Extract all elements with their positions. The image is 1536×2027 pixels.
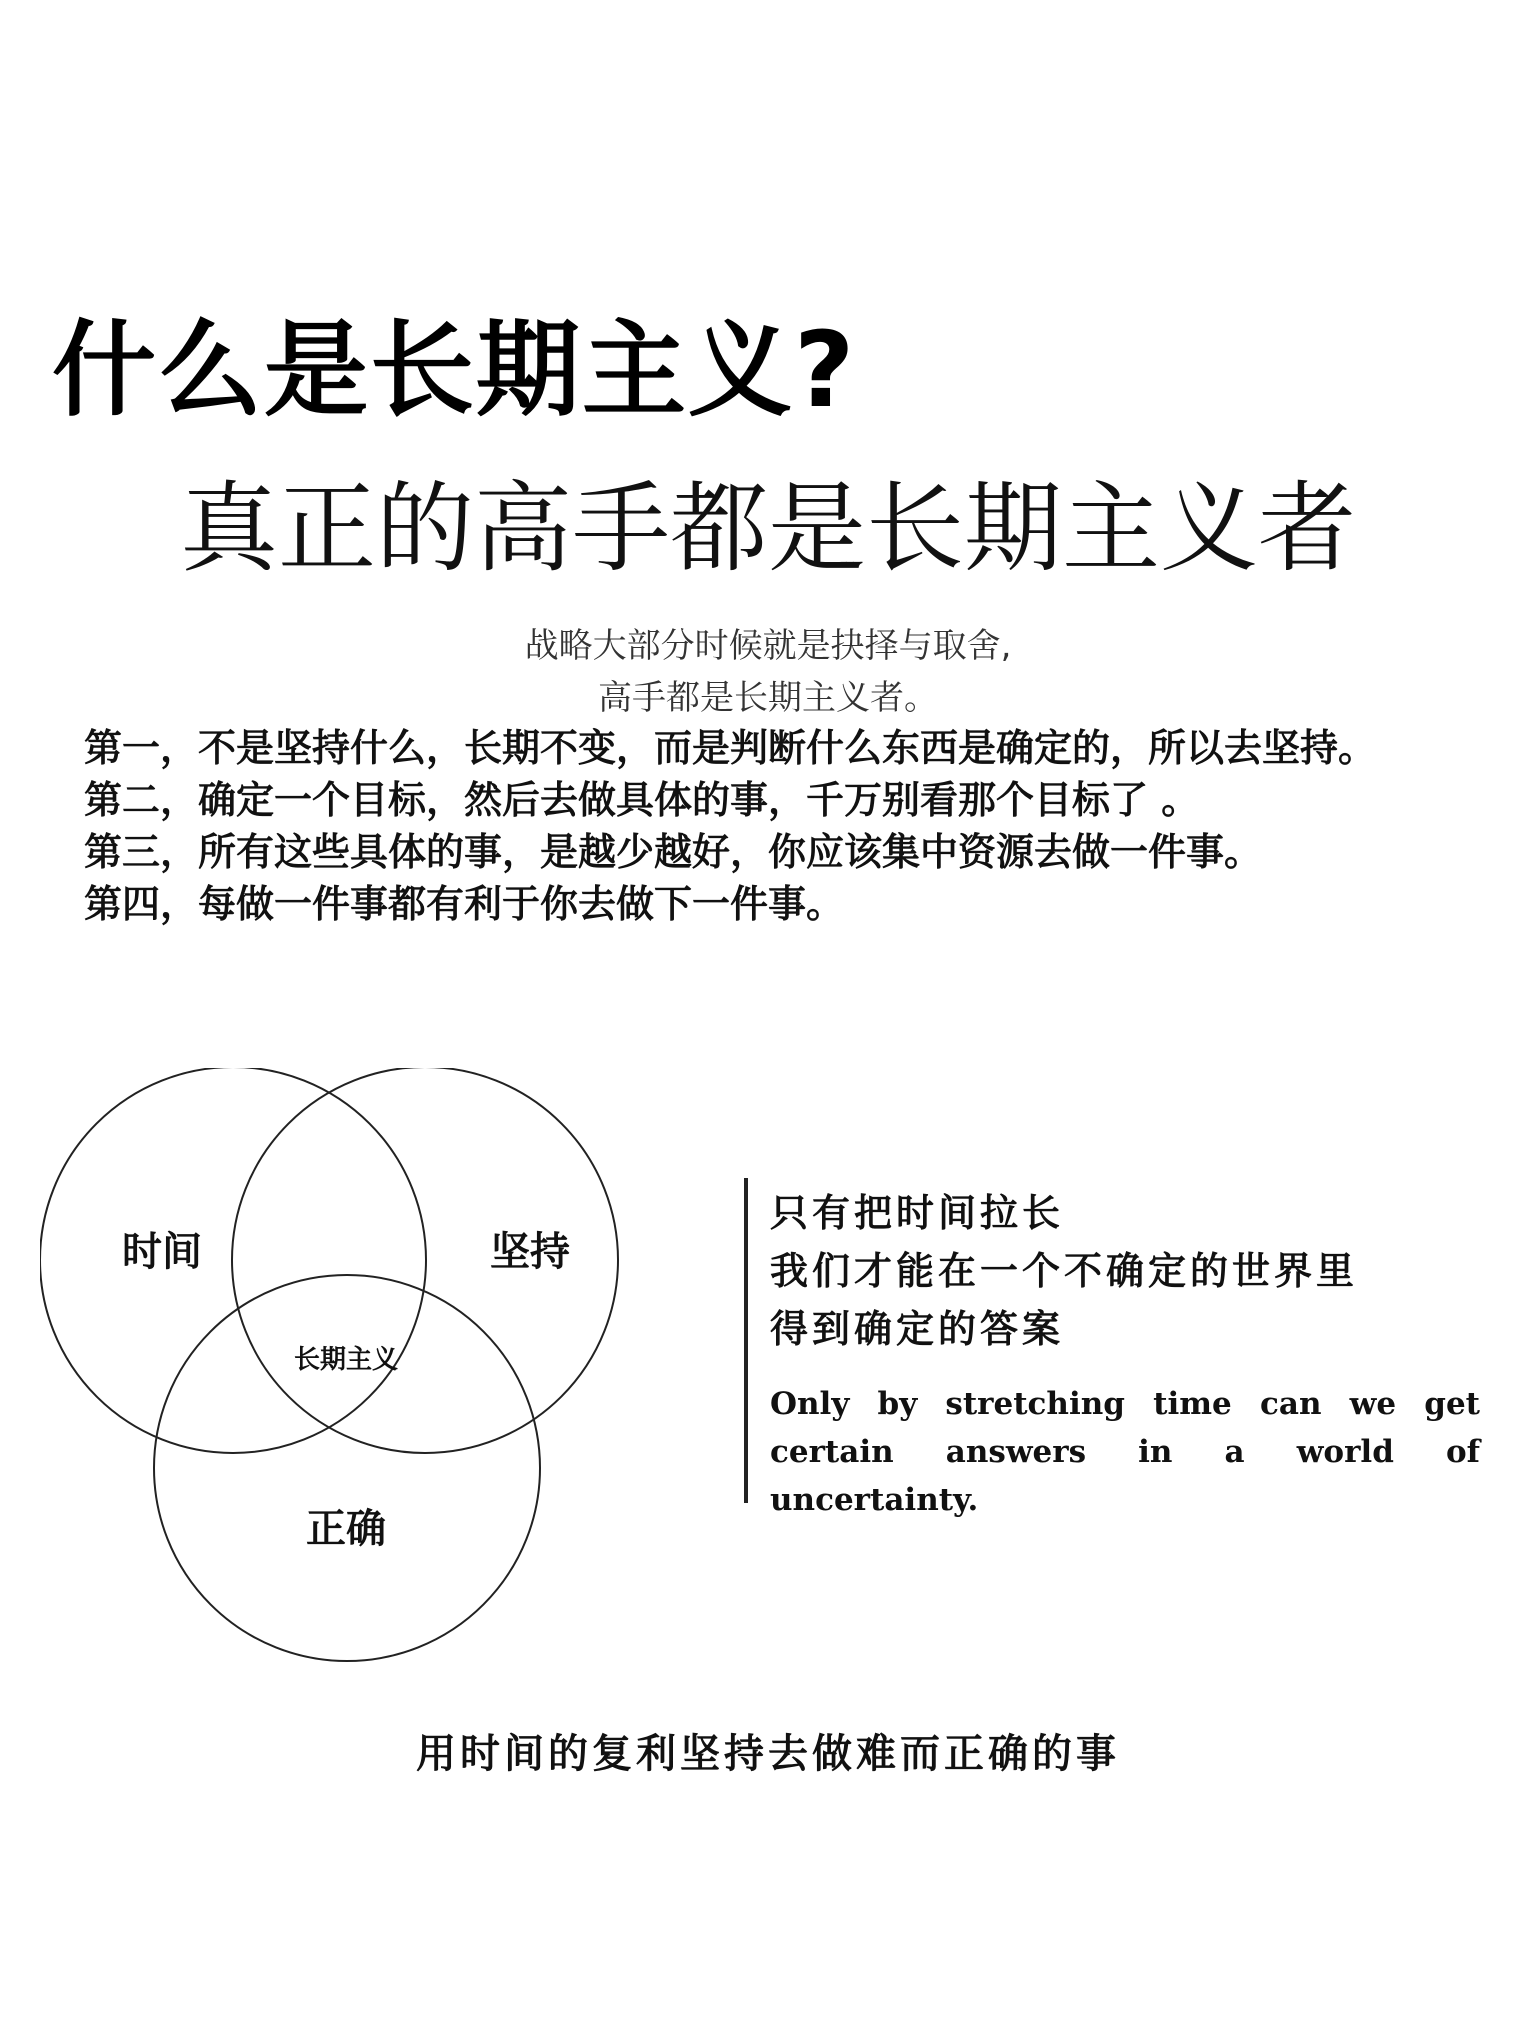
quote-english: Only by stretching time can we get certain answers in a world of uncertainty.: [770, 1386, 1480, 1518]
point-item: 第四，每做一件事都有利于你去做下一件事。: [84, 882, 845, 926]
page-subtitle: 真正的高手都是长期主义者: [179, 472, 1356, 586]
quote-line: 只有把时间拉长: [770, 1190, 1065, 1235]
venn-diagram: [40, 1068, 660, 1668]
point-item: 第二，确定一个目标，然后去做具体的事，千万别看那个目标了 。: [84, 778, 1200, 822]
intro-line: 战略大部分时候就是抉择与取舍,: [524, 626, 1012, 666]
venn-label-center: 长期主义: [293, 1345, 399, 1375]
points-list: [84, 722, 1376, 930]
point-item: 第三，所有这些具体的事，是越少越好，你应该集中资源去做一件事。: [84, 830, 1263, 874]
quote-block: [770, 1184, 1480, 1524]
quote-line: 得到确定的答案: [770, 1306, 1065, 1351]
venn-label-time: 时间: [122, 1228, 202, 1275]
venn-label-persistence: 坚持: [490, 1228, 570, 1275]
intro-text: [0, 620, 1536, 724]
quote-divider: [744, 1178, 748, 1503]
quote-line: 我们才能在一个不确定的世界里: [770, 1248, 1359, 1293]
footer-slogan: 用时间的复利坚持去做难而正确的事: [416, 1730, 1120, 1777]
venn-label-correct: 正确: [306, 1505, 386, 1552]
venn-circle-correct: [154, 1275, 540, 1661]
intro-line: 高手都是长期主义者。: [598, 678, 938, 718]
point-item: 第一，不是坚持什么，长期不变，而是判断什么东西是确定的，所以去坚持。: [84, 726, 1377, 770]
page-title: 什么是长期主义?: [52, 309, 857, 431]
